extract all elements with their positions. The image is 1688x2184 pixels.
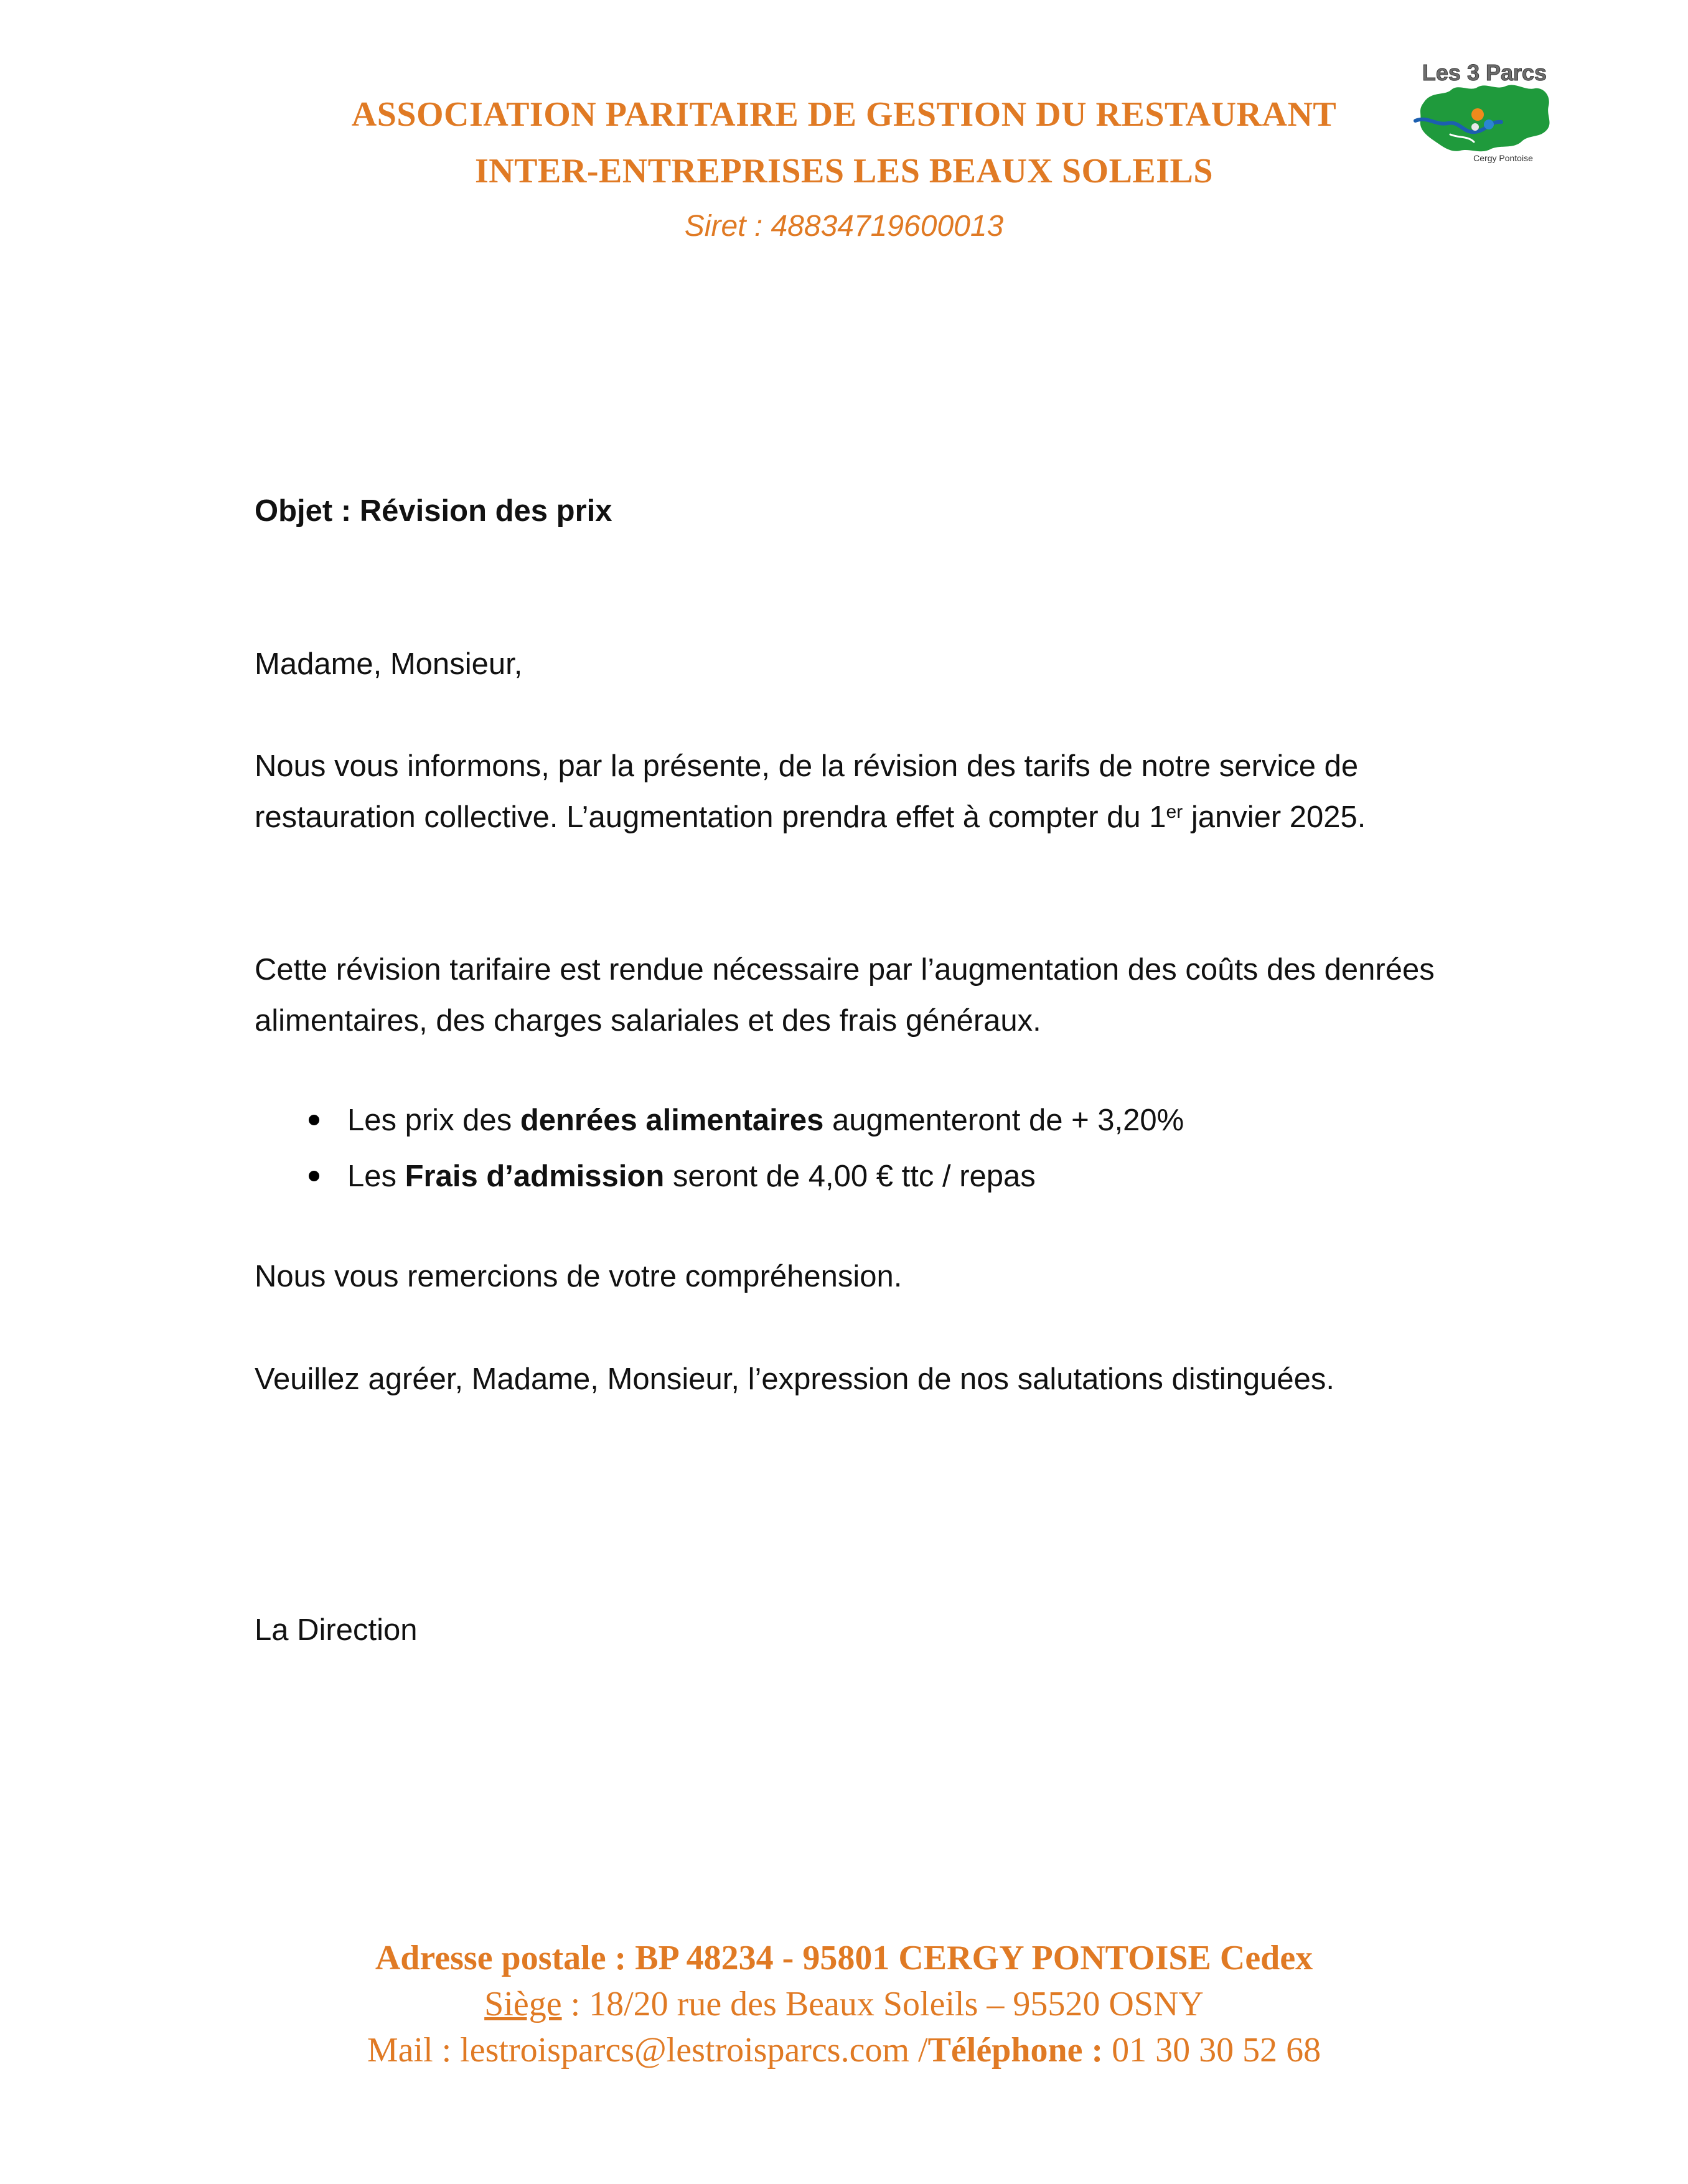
footer-mail: Mail : lestroisparcs@lestroisparcs.com /	[367, 2031, 928, 2069]
closing-formula: Veuillez agréer, Madame, Monsieur, l’expression de nos salutations distinguées.	[255, 1362, 1335, 1396]
list-item-emphasis: denrées alimentaires	[520, 1104, 824, 1137]
paragraph-tariff-revision-date: janvier 2025.	[1183, 800, 1366, 834]
footer-phone-number: 01 30 30 52 68	[1103, 2031, 1321, 2069]
paragraph-tariff-revision	[255, 741, 1437, 843]
logo-title: Les 3 Parcs	[1422, 60, 1547, 85]
footer-phone-label: Téléphone :	[927, 2031, 1104, 2069]
price-changes-list	[255, 1092, 1437, 1204]
list-item-text: seront de 4,00 € ttc / repas	[664, 1160, 1036, 1193]
footer-siege-address: : 18/20 rue des Beaux Soleils – 95520 OSNY	[561, 1985, 1204, 2023]
list-item	[255, 1092, 1437, 1148]
footer-postal-address: Adresse postale : BP 48234 - 95801 CERGY PONTOISE Cedex	[375, 1939, 1313, 1977]
footer-siege-label: Siège	[484, 1985, 562, 2023]
ordinal-superscript: er	[1166, 802, 1183, 822]
siret-number: Siret : 48834719600013	[684, 210, 1004, 243]
les-3-parcs-logo	[1413, 60, 1556, 172]
association-name-line1: ASSOCIATION PARITAIRE DE GESTION DU RESTAURANT	[351, 95, 1337, 134]
footer-headquarters	[0, 1984, 1688, 2024]
list-item-text: augmenteront de + 3,20%	[823, 1104, 1184, 1137]
letter-subject: Objet : Révision des prix	[255, 494, 612, 528]
list-item-text: Les prix des	[347, 1104, 520, 1137]
signature: La Direction	[255, 1613, 418, 1647]
paragraph-reason: Cette révision tarifaire est rendue nécessaire par l’augmentation des coûts des denrées alimentaires, des charges salariales et des frais généraux.	[255, 953, 1435, 1038]
map-icon	[1413, 77, 1556, 158]
footer-contact	[0, 2030, 1688, 2070]
list-item-text: Les	[347, 1160, 405, 1193]
paragraph-tariff-revision-main: Nous vous informons, par la présente, de la révision des tarifs de notre service de restauration collective. L’augmentation prendra effet à compter du 1	[255, 749, 1359, 834]
bullet-dot-icon	[309, 1171, 319, 1181]
letter-salutation: Madame, Monsieur,	[255, 647, 523, 681]
closing-thanks: Nous vous remercions de votre compréhension.	[255, 1260, 903, 1293]
list-item	[255, 1148, 1437, 1204]
bullet-dot-icon	[309, 1115, 319, 1125]
logo-subtitle: Cergy Pontoise	[1473, 153, 1533, 163]
association-name-line2: INTER-ENTREPRISES LES BEAUX SOLEILS	[474, 152, 1214, 190]
list-item-emphasis: Frais d’admission	[405, 1160, 665, 1193]
